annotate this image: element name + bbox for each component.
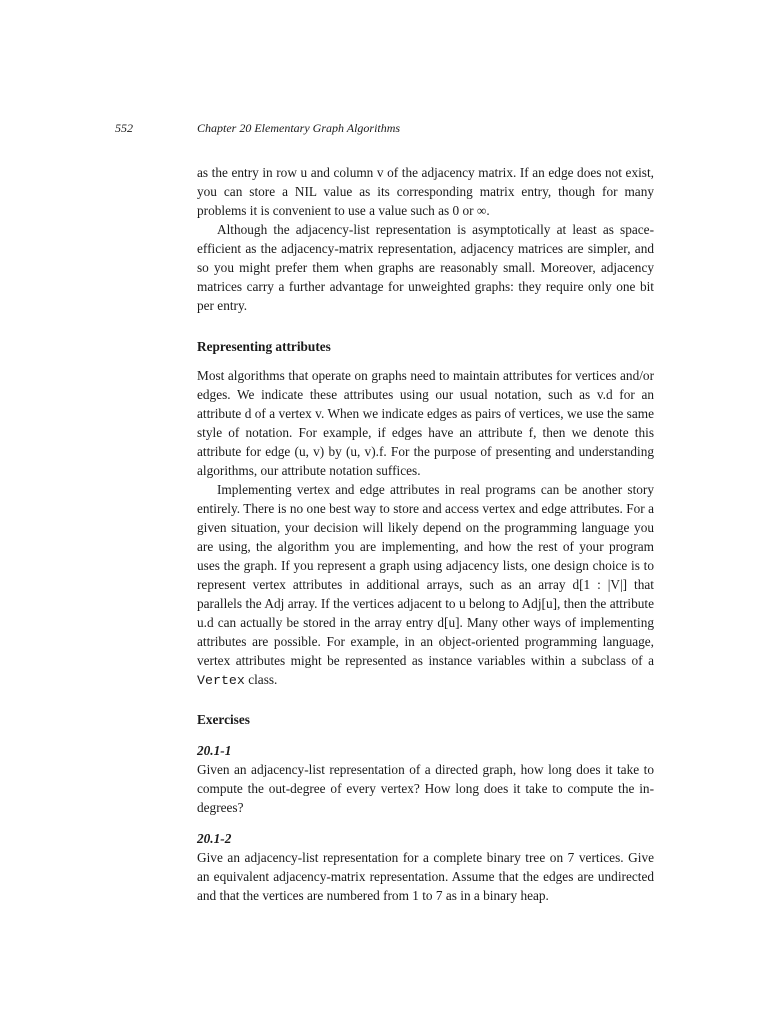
exercise-number: 20.1-1 [197,743,232,758]
paragraph-representation-comparison: Although the adjacency-list representation is asymptotically at least as space-efficient as the adjacency-matrix representation, adjacency matrices are simpler, and so you might prefer them when graphs are reasonably small. Moreover, adjacency matrices carry a further advantage for unweighted graphs: they require only one bit per entry. [197,222,654,313]
chapter-title: Chapter 20 Elementary Graph Algorithms [197,121,401,135]
exercise-text: Give an adjacency-list representation for a complete binary tree on 7 vertices. Give an equivalent adjacency-matrix representation. Assume that the edges are undirected and that the vertices are numbered from 1 to 7 as in a binary heap. [197,850,654,903]
exercises-heading: Exercises [197,712,250,727]
paragraph-attribute-notation: Most algorithms that operate on graphs need to maintain attributes for vertices and/or edges. We indicate these attributes using our usual notation, such as v.d for an attribute d of a vertex v. When we indicate edges as pairs of vertices, we use the same style of notation. For example, if edges have an attribute f, then we denote this attribute for edge (u, v) by (u, v).f. For the purpose of presenting and understanding algorithms, our attribute notation suffices. [197,368,654,478]
section-heading-representing-attributes: Representing attributes [197,339,331,354]
exercise-item [197,741,654,817]
vertex-class-code: Vertex [197,673,245,688]
paragraph-implementing-attributes-end: class. [244,672,278,687]
exercise-number: 20.1-2 [197,831,232,846]
paragraph-implementing-attributes [197,480,654,690]
page-number: 552 [115,121,133,135]
paragraph-implementing-attributes-text: Implementing vertex and edge attributes in real programs can be another story entirely. There is no one best way to store and access vertex and edge attributes. For a given situation, your decision will likely depend on the programming language you are using, the algorithm you are implementing, and how the rest of your program uses the graph. If you represent a graph using adjacency lists, one design choice is to represent vertex attributes in additional arrays, such as an array d[1 : |V|] that parallels the Adj array. If the vertices adjacent to u belong to Adj[u], then the attribute u.d can actually be stored in the array entry d[u]. Many other ways of implementing attributes are possible. For example, in an object-oriented programming language, vertex attributes might be represented as instance variables within a subclass of a [197,482,654,668]
main-text [197,163,654,917]
exercise-text: Given an adjacency-list representation of a directed graph, how long does it take to compute the out-degree of every vertex? How long does it take to compute the in-degrees? [197,762,654,815]
paragraph-adjacency-matrix-entry: as the entry in row u and column v of the adjacency matrix. If an edge does not exist, you can store a NIL value as its corresponding matrix entry, though for many problems it is convenient to use a value such as 0 or ∞. [197,165,654,218]
exercise-item [197,829,654,905]
